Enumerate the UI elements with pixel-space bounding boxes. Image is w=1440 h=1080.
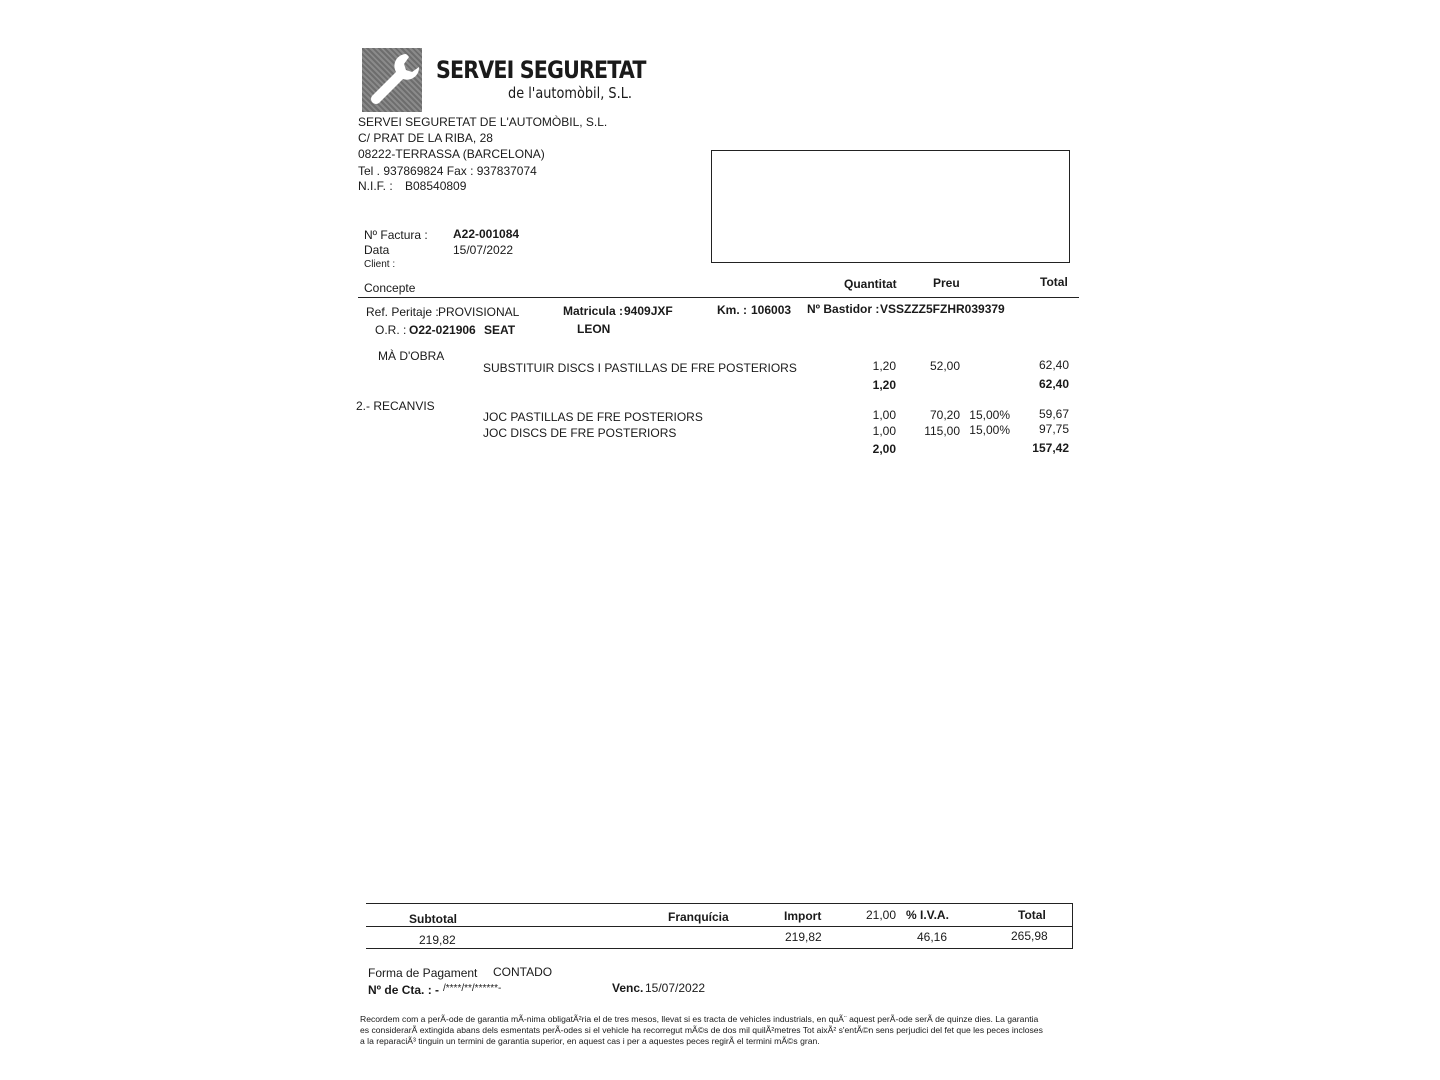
line-description: SUBSTITUIR DISCS I PASTILLAS DE FRE POSTERIORS (483, 361, 797, 375)
plate: 9409JXF (624, 304, 673, 318)
due-date-label: Venc. (612, 981, 644, 995)
line-qty: 1,00 (872, 424, 896, 438)
line-description: JOC DISCS DE FRE POSTERIORS (483, 426, 677, 440)
header-total: Total (1040, 275, 1068, 289)
brand-subtitle: de l'automòbil, S.L. (508, 84, 632, 102)
vat-value: 46,16 (917, 930, 948, 944)
invoice-number: A22-001084 (453, 227, 520, 241)
vehicle-make: SEAT (484, 323, 516, 337)
client-label: Client : (364, 259, 396, 270)
client-address-box (711, 150, 1070, 263)
warranty-text-line: Recordem com a perÃ-ode de garantia mÃ-nima obligatÃ²ria el de tres mesos, llevat si es tracta de vehicles industrials, en quÃ¨ aquest perÃ-ode serÃ de quinze dies. La garantia (360, 1014, 1039, 1024)
import-label: Import (784, 909, 822, 923)
line-discount: 15,00% (969, 423, 1010, 437)
section-title: MÀ D'OBRA (378, 349, 445, 363)
wrench-logo-icon (362, 48, 422, 112)
km-label: Km. : (717, 303, 747, 317)
section-subtotal-total: 62,40 (1038, 377, 1069, 391)
vehicle-model: LEON (577, 322, 611, 336)
line-total: 97,75 (1038, 422, 1069, 436)
payment-method: CONTADO (493, 965, 553, 979)
line-price: 70,20 (929, 408, 960, 422)
import-value: 219,82 (785, 930, 822, 944)
header-concept: Concepte (364, 281, 416, 295)
company-name: SERVEI SEGURETAT DE L'AUTOMÒBIL, S.L. (358, 115, 608, 129)
expert-value: PROVISIONAL (438, 305, 520, 319)
warranty-text-line: a la reparaciÃ³ tinguin un termini de garantia superior, en aquest cas i per a aquestes peces regirÃ el termini mÃ©s gran. (360, 1036, 820, 1046)
header-quantity: Quantitat (844, 277, 897, 291)
account-label: Nº de Cta. : - (368, 983, 440, 997)
section-subtotal-qty: 1,20 (872, 378, 896, 392)
plate-label: Matricula : (563, 304, 624, 318)
section-subtotal-total: 157,42 (1032, 441, 1069, 455)
expert-label: Ref. Peritaje : (366, 305, 439, 319)
brand-name: SERVEI SEGURETAT (436, 56, 646, 84)
line-discount: 15,00% (969, 408, 1010, 422)
account-number: /****/**/******- (443, 983, 502, 994)
or-label: O.R. : (375, 323, 407, 337)
line-price: 52,00 (929, 359, 960, 373)
or-number: O22-021906 (409, 323, 476, 337)
vat-rate: 21,00 (865, 908, 896, 922)
chassis-label: Nº Bastidor : (807, 302, 880, 316)
franchise-label: Franquícia (668, 910, 729, 924)
invoice-number-label: Nº Factura : (364, 228, 428, 242)
totals-divider (366, 926, 1072, 927)
company-nif: B08540809 (405, 179, 467, 193)
km-value: 106003 (751, 303, 792, 317)
company-phone-fax: Tel . 937869824 Fax : 937837074 (358, 164, 537, 178)
section-subtotal-qty: 2,00 (872, 442, 896, 456)
invoice-date-label: Data (364, 243, 390, 257)
header-price: Preu (933, 276, 960, 290)
company-city: 08222-TERRASSA (BARCELONA) (358, 147, 545, 161)
due-date: 15/07/2022 (645, 981, 706, 995)
line-qty: 1,00 (872, 408, 896, 422)
header-divider (358, 297, 1079, 298)
line-total: 62,40 (1038, 358, 1069, 372)
section-title: 2.- RECANVIS (356, 399, 435, 413)
invoice-date: 15/07/2022 (453, 243, 514, 257)
chassis-number: VSSZZZ5FZHR039379 (880, 302, 1005, 316)
vat-label: % I.V.A. (906, 908, 949, 922)
subtotal-label: Subtotal (409, 912, 457, 926)
company-nif-label: N.I.F. : (358, 179, 393, 193)
warranty-text-line: es considerarÃ extingida abans dels esmentats perÃ-odes si el vehicle ha recorregut mÃ©s de dos mil quilÃ²metres Tot aixÃ² s'entÃ©n sens perjudici del fet que les peces incloses (360, 1025, 1043, 1035)
line-description: JOC PASTILLAS DE FRE POSTERIORS (483, 410, 703, 424)
line-qty: 1,20 (872, 359, 896, 373)
subtotal-value: 219,82 (419, 933, 456, 947)
line-price: 115,00 (924, 424, 960, 438)
grand-total-value: 265,98 (1011, 929, 1048, 943)
payment-method-label: Forma de Pagament (368, 966, 478, 980)
line-total: 59,67 (1038, 407, 1069, 421)
company-address: C/ PRAT DE LA RIBA, 28 (358, 131, 493, 145)
grand-total-label: Total (1018, 908, 1046, 922)
